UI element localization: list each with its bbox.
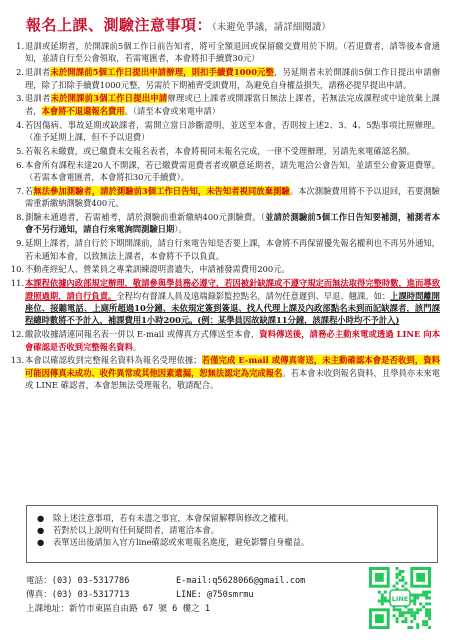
qr-module xyxy=(393,614,396,617)
qr-module xyxy=(404,611,407,614)
qr-module xyxy=(381,594,384,597)
qr-module xyxy=(428,626,431,629)
title-main: 報名上課、測驗注意事項： xyxy=(26,16,213,34)
qr-finder xyxy=(375,614,384,623)
qr-module xyxy=(404,620,407,623)
qr-module xyxy=(428,608,431,611)
rule-text: 退訓者 xyxy=(25,67,51,78)
rule-text: 若僅完成 E-mail 或傳真寄送，未主動確認本會是否收到，資料可能因傳真未成功、收件異常或其他因素遺漏，恕無法認定為完成報名 xyxy=(25,355,440,378)
contact-phone: 電話：(03) 03-5317786 xyxy=(26,576,130,586)
qr-module xyxy=(387,599,390,602)
qr-module xyxy=(381,597,384,600)
qr-module xyxy=(419,608,422,611)
qr-module xyxy=(425,608,428,611)
qr-module xyxy=(416,626,419,629)
rule-number: 9. xyxy=(16,238,24,249)
qr-module xyxy=(422,594,425,597)
qr-module xyxy=(425,602,428,605)
rule-item xyxy=(10,277,440,327)
rule-number: 6. xyxy=(16,159,24,170)
rule-text: 。（請至本會或來電申請） xyxy=(124,105,221,116)
qr-module xyxy=(413,614,416,617)
rule-number: 7. xyxy=(16,185,24,196)
line-qr-code-icon[interactable] xyxy=(369,567,431,629)
qr-module xyxy=(425,594,428,597)
rule-text: 資料傳送後，請務必主動來電或透過 LINE 向本會確認是否收到完整報名資料 xyxy=(25,329,440,352)
rule-item xyxy=(10,354,440,391)
qr-module xyxy=(399,611,402,614)
qr-module xyxy=(428,591,431,594)
qr-module xyxy=(428,597,431,600)
rule-text: 。 xyxy=(132,341,142,352)
qr-module xyxy=(401,614,404,617)
rule-item xyxy=(10,328,440,353)
qr-module xyxy=(422,620,425,623)
contact-info xyxy=(26,574,366,616)
qr-module xyxy=(416,623,419,626)
rule-number: 12. xyxy=(10,329,24,340)
qr-module xyxy=(413,597,416,600)
note-text: 表單送出後請加入官方line確認或來電報名進度，避免影響自身權益。 xyxy=(53,537,310,548)
contact-line[interactable]: LINE: @750smrmu xyxy=(176,590,254,600)
qr-module xyxy=(425,611,428,614)
rule-text: 。本次測驗費用將不予以退回，若要測驗需重新繳納測驗費400元。 xyxy=(25,185,440,209)
rule-text: 未於開課前3個工作日提出申請 xyxy=(50,93,168,104)
qr-module xyxy=(378,591,381,594)
qr-module xyxy=(399,570,402,573)
qr-module xyxy=(410,611,413,614)
qr-module xyxy=(396,582,399,585)
title-sub: （未避免爭議，請詳細閱讀） xyxy=(212,22,331,33)
rule-text: ）。 xyxy=(174,224,187,235)
contact-fax: 傳真：(03) 03-5317713 xyxy=(26,590,130,600)
qr-module xyxy=(384,597,387,600)
rule-text: 若 xyxy=(25,185,34,196)
qr-module xyxy=(410,626,413,629)
qr-module xyxy=(416,611,419,614)
rule-number: 8. xyxy=(16,212,24,223)
qr-module xyxy=(410,594,413,597)
bullet-icon: ● xyxy=(37,525,45,536)
qr-module xyxy=(407,626,410,629)
qr-module xyxy=(413,611,416,614)
qr-module xyxy=(399,608,402,611)
rule-number: 3. xyxy=(16,93,24,104)
bullet-icon: ● xyxy=(37,537,45,548)
rule-item xyxy=(10,40,440,65)
rule-item xyxy=(10,263,440,275)
rule-item xyxy=(10,145,440,157)
qr-module xyxy=(396,576,399,579)
qr-module xyxy=(401,576,404,579)
qr-module xyxy=(422,591,425,594)
rule-item xyxy=(10,237,440,262)
rule-text: 。若本會未收到報名資料，且學員亦未來電或 LINE 確認者，本會恕無法受理報名，敬請配合。 xyxy=(25,367,440,391)
rule-number: 13. xyxy=(10,355,24,366)
qr-module xyxy=(404,582,407,585)
qr-module xyxy=(410,599,413,602)
qr-module xyxy=(413,599,416,602)
qr-module xyxy=(425,597,428,600)
qr-module xyxy=(378,599,381,602)
rule-item xyxy=(10,185,440,210)
rule-item xyxy=(10,119,440,144)
rule-text: 辦理或已上課者或開課當日無法上課者，若無法完成課程或中途放棄上課者， xyxy=(25,93,440,116)
qr-module xyxy=(413,602,416,605)
qr-module xyxy=(410,614,413,617)
rule-text: ，另延期者未於開課前5個工作日提出申請辦理，除了扣除手續費1000元整，另需於下期補齊受訓費用，為避免自身權益損失，請務必提早提出申請。 xyxy=(25,67,440,90)
rule-item xyxy=(10,159,440,184)
qr-module xyxy=(399,579,402,582)
contact-address: 上課地址：新竹市東區自由路 67 號 6 樓之 1 xyxy=(26,604,211,614)
rule-number: 11. xyxy=(10,278,24,289)
qr-module xyxy=(396,608,399,611)
rule-text: 若因傷病、事故延期或缺課者，需開立當日診斷證明，並送至本會，否則按上述2、3、4、5點事項比照辦理。（准予延期上課，但不予以退費） xyxy=(25,119,440,143)
qr-module xyxy=(419,602,422,605)
qr-finder xyxy=(416,573,425,582)
qr-module xyxy=(401,620,404,623)
qr-module xyxy=(428,602,431,605)
qr-module xyxy=(396,620,399,623)
rule-number: 5. xyxy=(16,145,24,156)
note-item xyxy=(35,524,429,536)
qr-module xyxy=(428,611,431,614)
qr-module xyxy=(428,614,431,617)
rule-text: 未於開課前5個工作日提出申請辦理，則扣手續費1000元整 xyxy=(50,67,275,78)
rules-list xyxy=(10,40,440,393)
rule-number: 2. xyxy=(16,67,24,78)
qr-finder xyxy=(375,573,384,582)
notes-box xyxy=(26,505,438,563)
rule-text: 本會所有課程未達20人不開課，若已繳費需退費者者或願意延期者，請先電洽公會告知，並請至公會簽退費單。（若需本會電匯者，本會將扣30元手續費）。 xyxy=(25,159,440,183)
qr-module xyxy=(401,585,404,588)
note-item xyxy=(35,512,429,524)
rule-number: 4. xyxy=(16,119,24,130)
rule-text: 測驗未通過者，若需補考，請於測驗前重新繳納400元測驗費。（ xyxy=(25,212,266,223)
qr-module xyxy=(428,617,431,620)
qr-module xyxy=(425,623,428,626)
qr-module xyxy=(404,617,407,620)
rule-text: 退訓者 xyxy=(25,93,51,104)
qr-module xyxy=(422,605,425,608)
rule-text: 並請於測驗前5個工作日告知要補測，補測者本會不另行通知，請自行來電詢問測驗日期 xyxy=(25,212,440,235)
qr-caption: LINE xyxy=(391,595,409,603)
rule-text: 全程均有督課人員及遠端錄影監控點名，請勿任意遲到、早退、翹課。如： xyxy=(116,290,391,301)
qr-module xyxy=(396,573,399,576)
rule-number: 10. xyxy=(10,264,24,275)
rule-text: 上課時間離開座位、接聽電話、上廁所超過10分鐘、未依規定簽到簽退、找人代理上課及內政部點名未到而記缺課者，該門課程總時數將不予計入，補課費用1小時200元。(例：某學員因故缺課11分鐘，該課程小時均不予計入) xyxy=(25,290,440,326)
qr-module xyxy=(384,591,387,594)
rule-text: 退訓或延期者，於開課前5個工作日前告知者，將可全額退回或保留繳交費用於下期。（若退費者，請等後本會通知，並請自行至公會領取，若需電匯者，本會將扣手續費30元） xyxy=(25,41,440,64)
note-item xyxy=(35,536,429,548)
qr-module xyxy=(399,573,402,576)
note-text: 除上述注意事項，若有未盡之事宜，本會保留解釋與修改之權利。 xyxy=(53,513,294,523)
qr-module xyxy=(401,579,404,582)
rule-text: 不動產經紀人、營業員之專業訓練證明書遺失，申請補發需費用200元。 xyxy=(25,264,290,275)
notice-title xyxy=(26,14,331,35)
rule-item xyxy=(10,92,440,117)
rule-text: 本會將不退還報名費用 xyxy=(41,105,125,116)
qr-module xyxy=(425,620,428,623)
rule-item xyxy=(10,211,440,236)
rule-text: 延期上課者，請自行於下期開課前，請自行來電告知是否要上課，本會將不再保留優先報名權利也不再另外通知，若未通知本會，以致無法上課者，本會將不予以負責。 xyxy=(25,238,440,261)
qr-module xyxy=(410,608,413,611)
qr-module xyxy=(401,570,404,573)
rule-item xyxy=(10,66,440,91)
qr-module xyxy=(396,617,399,620)
qr-module xyxy=(393,608,396,611)
contact-email[interactable]: E-mail:q5628066@gmail.com xyxy=(176,576,306,586)
qr-module xyxy=(416,597,419,600)
rule-text: 本課程依據內政部規定辦理，敬請參與學員務必遵守，若因被針缺課或不遵守規定而無法取得完整時數，進而導致證照過期，請自行負責。 xyxy=(25,278,440,301)
rule-text: 無法參加測驗者，請於測驗前3個工作日告知，未告知者視同放棄測驗 xyxy=(33,185,290,196)
qr-module xyxy=(407,611,410,614)
qr-module xyxy=(416,594,419,597)
qr-module xyxy=(425,614,428,617)
qr-module xyxy=(413,594,416,597)
qr-module xyxy=(422,623,425,626)
rule-text: 繳款收據請連同報名表一併以 E-mail 或傳真方式傳送至本會， xyxy=(25,329,260,340)
qr-module xyxy=(384,599,387,602)
qr-module xyxy=(419,594,422,597)
qr-module xyxy=(410,620,413,623)
rule-text: 若報名未繳費，或已繳費未交報名表者，本會將視同未報名完成，一律不受理辦理，另請先來電確認名額。 xyxy=(25,145,415,156)
bullet-icon: ● xyxy=(37,513,45,523)
qr-module xyxy=(407,608,410,611)
qr-module xyxy=(396,567,399,570)
qr-module xyxy=(401,611,404,614)
qr-module xyxy=(381,599,384,602)
rule-number: 1. xyxy=(16,41,24,51)
qr-module xyxy=(381,602,384,605)
note-text: 若對於以上說明有任何疑問者，請電洽本會。 xyxy=(53,525,219,536)
qr-module xyxy=(393,585,396,588)
qr-module xyxy=(413,617,416,620)
qr-module xyxy=(416,608,419,611)
qr-module xyxy=(399,614,402,617)
rule-text: 本會以確認收到完整報名資料為報名受理依據； xyxy=(25,355,202,366)
qr-module xyxy=(425,591,428,594)
